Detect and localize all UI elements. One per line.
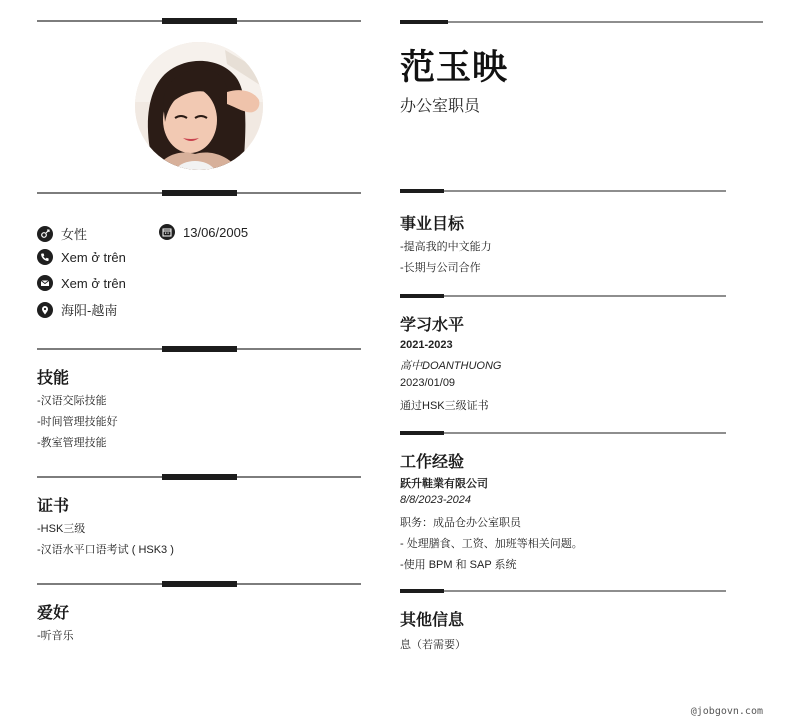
certificate-item: -汉语水平口语考试 ( HSK3 ) [37, 544, 174, 556]
address-text: 海阳-越南 [61, 303, 118, 318]
candidate-position: 办公室职员 [400, 98, 481, 115]
divider-experience [400, 432, 726, 434]
skill-item: -汉语交际技能 [37, 395, 107, 407]
other-title: 其他信息 [400, 612, 465, 629]
divider-top-left [37, 20, 361, 22]
experience-duty: - 处理膳食、工资、加班等相关问题。 [400, 538, 583, 550]
gender-icon [37, 226, 53, 242]
avatar-photo [135, 42, 263, 170]
experience-role: 职务：成品仓办公室职员 [400, 517, 521, 529]
avatar [135, 42, 263, 170]
birthdate-text: 13/06/2005 [183, 224, 249, 240]
contact-gender [37, 224, 87, 243]
experience-period: 8/8/2023-2024 [400, 494, 471, 506]
email-icon [37, 275, 53, 291]
other-text: 息（若需要） [400, 639, 466, 651]
skills-title: 技能 [37, 370, 70, 387]
phone-text: Xem ở trên [61, 249, 126, 265]
gender-text: 女性 [61, 227, 88, 242]
contact-birthdate [159, 224, 248, 240]
education-school: 高中DOANTHUONG [400, 360, 502, 372]
divider-below-avatar [37, 192, 361, 194]
skill-item: -时间管理技能好 [37, 416, 118, 428]
certificates-title: 证书 [37, 498, 70, 515]
divider-skills [37, 348, 361, 350]
hobbies-title: 爱好 [37, 605, 70, 622]
skill-item: -教室管理技能 [37, 437, 107, 449]
education-period: 2021-2023 [400, 339, 453, 351]
education-title: 学习水平 [400, 317, 465, 334]
contact-address [37, 300, 117, 319]
email-text: Xem ở trên [61, 275, 126, 291]
objective-item: -长期与公司合作 [400, 262, 481, 274]
experience-duty: -使用 BPM 和 SAP 系统 [400, 559, 517, 571]
experience-company: 跃升鞋業有限公司 [400, 478, 488, 490]
objective-title: 事业目标 [400, 216, 465, 233]
divider-certificates [37, 476, 361, 478]
phone-icon [37, 249, 53, 265]
contact-phone [37, 249, 126, 265]
divider-objective [400, 190, 726, 192]
divider-other [400, 590, 726, 592]
divider-top-right [400, 21, 763, 23]
contact-email [37, 275, 126, 291]
calendar-icon [159, 224, 175, 240]
location-icon [37, 302, 53, 318]
education-note: 通过HSK三级证书 [400, 400, 489, 412]
watermark-footer: @jobgovn.com [690, 706, 763, 717]
objective-item: -提高我的中文能力 [400, 241, 492, 253]
education-date: 2023/01/09 [400, 377, 456, 389]
divider-hobbies [37, 583, 361, 585]
hobby-item: -听音乐 [37, 630, 74, 642]
experience-title: 工作经验 [400, 454, 465, 471]
divider-education [400, 295, 726, 297]
candidate-name: 范玉映 [400, 48, 509, 87]
certificate-item: -HSK三级 [37, 523, 86, 535]
